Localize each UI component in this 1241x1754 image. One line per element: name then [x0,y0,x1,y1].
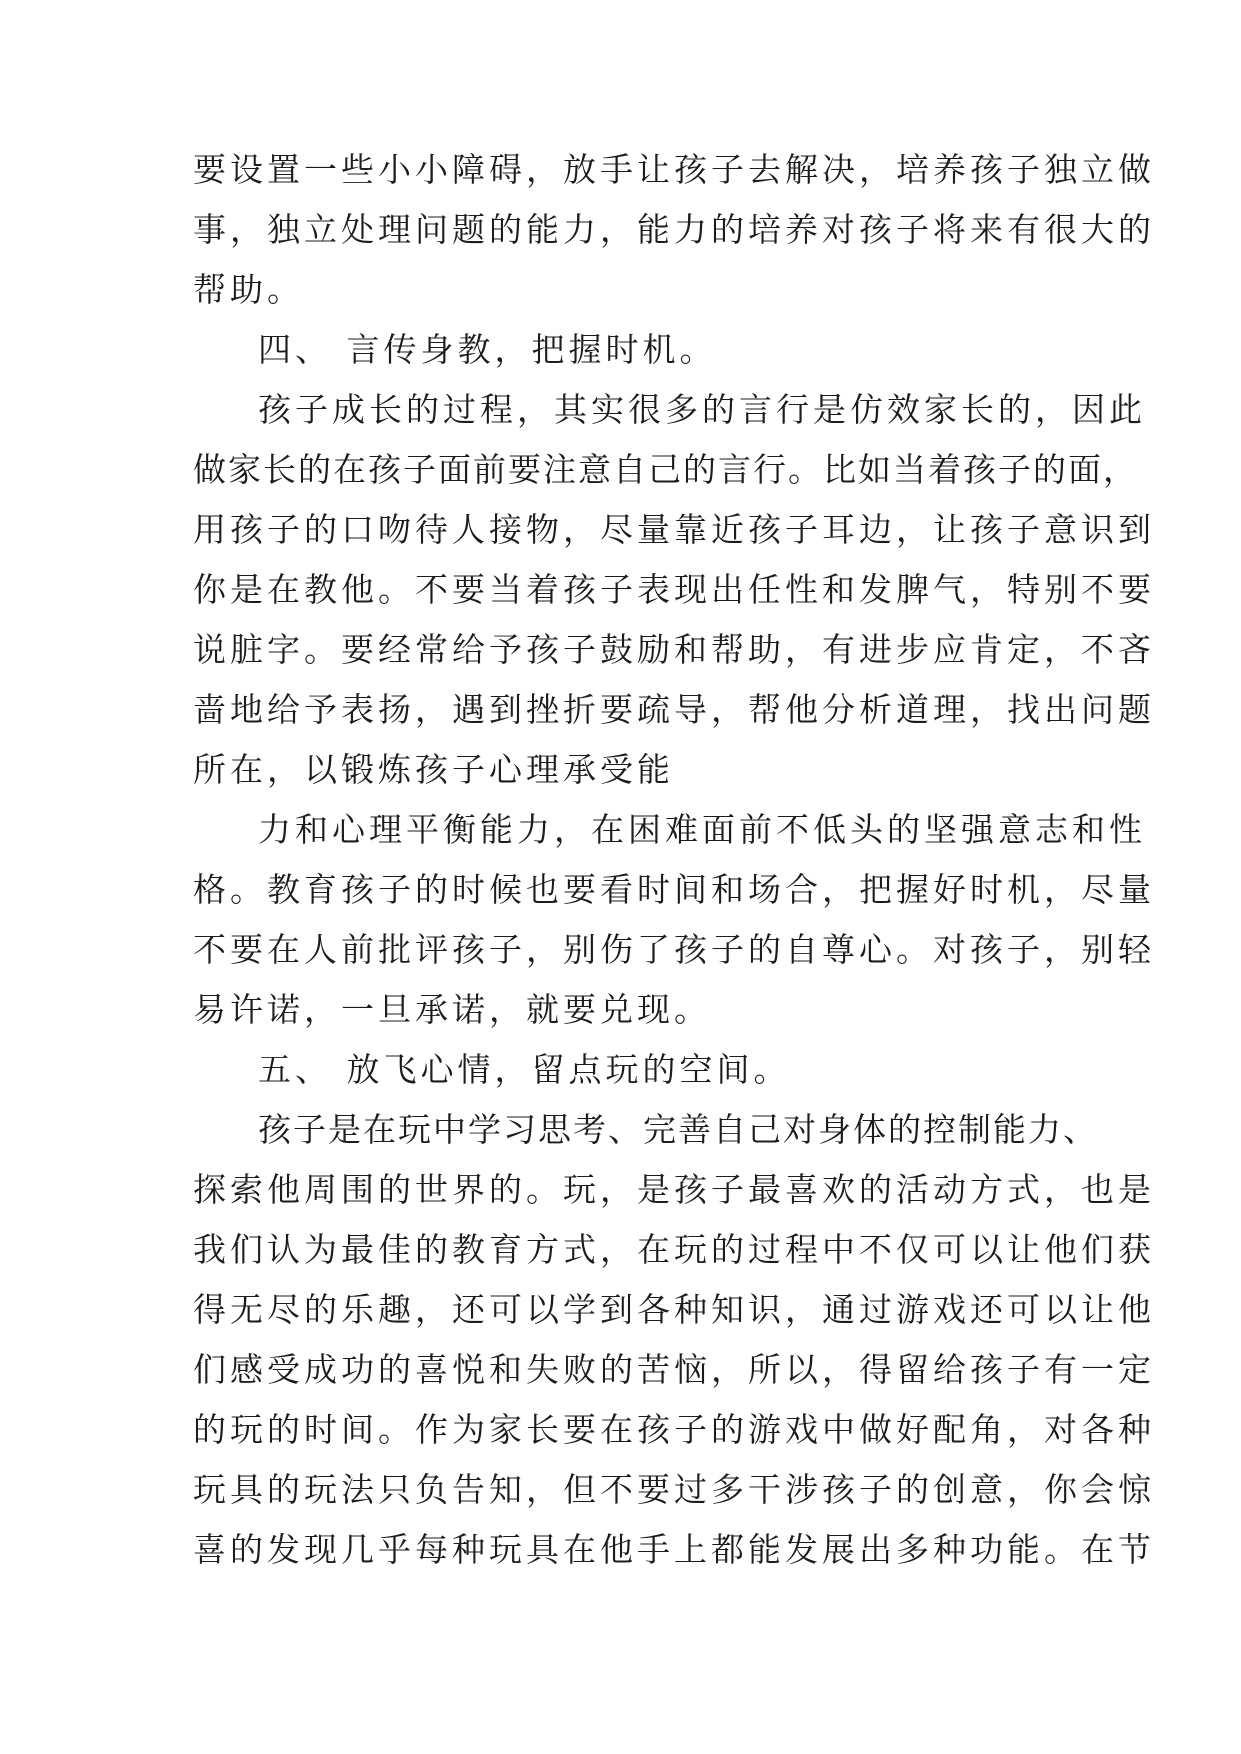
text-line: 用孩子的口吻待人接物，尽量靠近孩子耳边，让孩子意识到 [193,510,1155,549]
text-line: 的玩的时间。作为家长要在孩子的游戏中做好配角，对各种 [193,1410,1155,1449]
text-line: 要设置一些小小障碍，放手让孩子去解决，培养孩子独立做 [193,150,1155,189]
text-line: 易许诺，一旦承诺，就要兑现。 [193,990,711,1029]
text-line: 孩子成长的过程，其实很多的言行是仿效家长的，因此 [258,390,1146,429]
text-line: 帮助。 [193,270,304,309]
text-line: 做家长的在孩子面前要注意自己的言行。比如当着孩子的面， [193,450,1138,489]
text-line: 玩具的玩法只负告知，但不要过多干涉孩子的创意，你会惊 [193,1470,1155,1509]
text-line: 啬地给予表扬，遇到挫折要疏导，帮他分析道理，找出问题 [193,690,1155,729]
text-line: 所在，以锻炼孩子心理承受能 [193,750,674,789]
text-line: 孩子是在玩中学习思考、完善自己对身体的控制能力、 [258,1110,1098,1149]
text-line: 喜的发现几乎每种玩具在他手上都能发展出多种功能。在节 [193,1530,1155,1569]
text-line: 力和心理平衡能力，在困难面前不低头的坚强意志和性 [258,810,1146,849]
text-line: 们感受成功的喜悦和失败的苦恼，所以，得留给孩子有一定 [193,1350,1155,1389]
text-line: 不要在人前批评孩子，别伤了孩子的自尊心。对孩子，别轻 [193,930,1155,969]
text-line: 说脏字。要经常给予孩子鼓励和帮助，有进步应肯定，不吝 [193,630,1155,669]
text-line: 格。教育孩子的时候也要看时间和场合，把握好时机，尽量 [193,870,1155,909]
text-line: 我们认为最佳的教育方式，在玩的过程中不仅可以让他们获 [193,1230,1155,1269]
section-heading: 五、 放飞心情，留点玩的空间。 [258,1050,791,1089]
section-heading: 四、 言传身教，把握时机。 [258,330,717,369]
text-line: 得无尽的乐趣，还可以学到各种知识，通过游戏还可以让他 [193,1290,1155,1329]
text-line: 探索他周围的世界的。玩，是孩子最喜欢的活动方式，也是 [193,1170,1155,1209]
text-line: 事，独立处理问题的能力，能力的培养对孩子将来有很大的 [193,210,1155,249]
text-line: 你是在教他。不要当着孩子表现出任性和发脾气，特别不要 [193,570,1155,609]
